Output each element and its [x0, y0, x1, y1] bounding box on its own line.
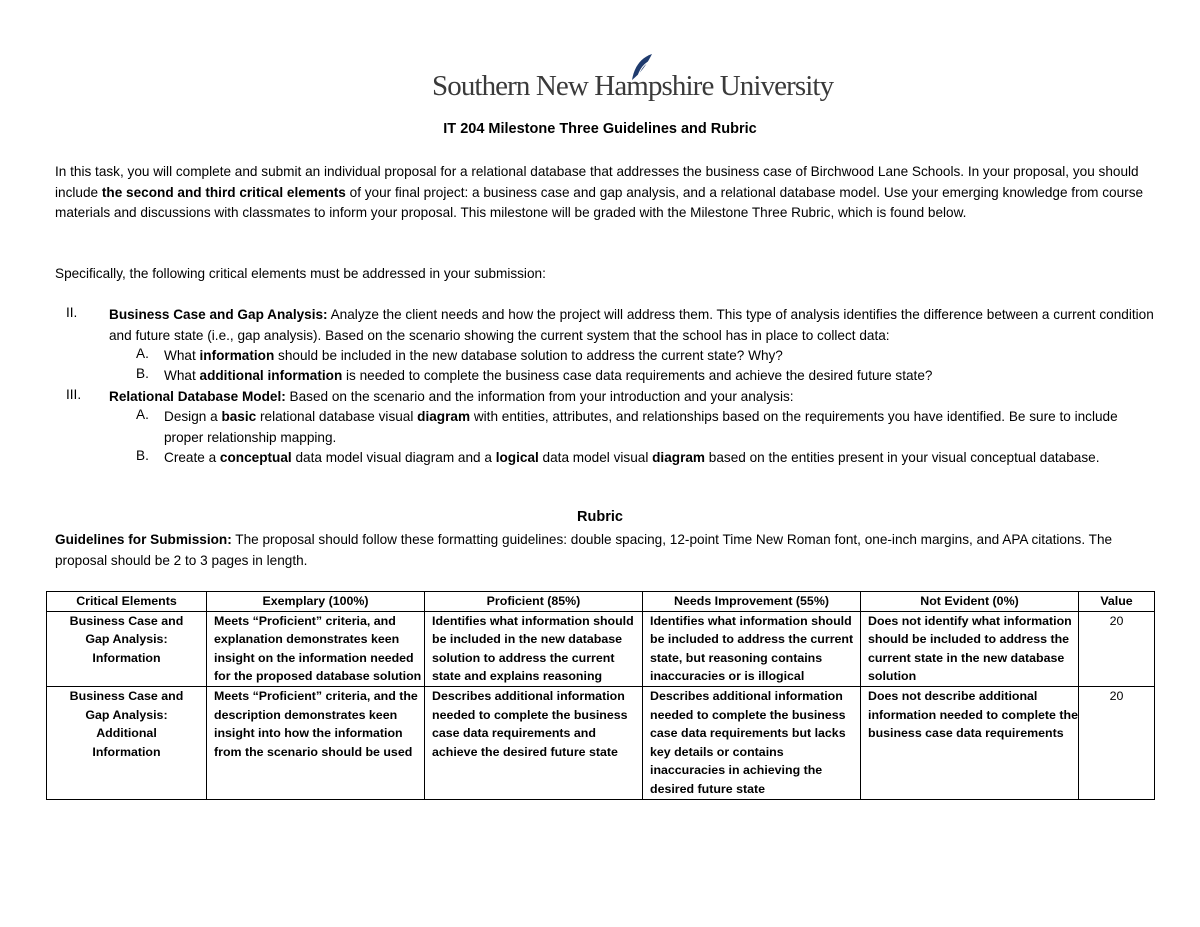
sub-letter: A. [136, 407, 149, 422]
column-header: Not Evident (0%) [861, 592, 1079, 612]
sub-letter: B. [136, 366, 149, 381]
sub-item: Design a basic relational database visual diagram with entities, attributes, and relationships based on the requirements you have identified. Be sure to include proper relationship mapping. [164, 409, 1118, 445]
column-header: Value [1079, 592, 1155, 612]
column-header: Critical Elements [47, 592, 207, 612]
table-header-row [47, 592, 1155, 612]
table-cell-element: Business Case and Gap Analysis: Information [47, 611, 207, 686]
sub-letter: B. [136, 448, 149, 463]
rubric-table [46, 591, 1155, 800]
column-header: Exemplary (100%) [207, 592, 425, 612]
column-header: Proficient (85%) [425, 592, 643, 612]
table-cell-exemplary: Meets “Proficient” criteria, and the description demonstrates keen insight into how the information from the scenario should be used [207, 686, 425, 799]
page-title: IT 204 Milestone Three Guidelines and Rubric [443, 121, 757, 137]
table-cell-proficient: Describes additional information needed to complete the business case data requirements and achieve the desired future state [425, 686, 643, 799]
specifically-text: Specifically, the following critical elements must be addressed in your submission: [55, 266, 546, 281]
sub-item: What information should be included in the new database solution to address the current state? Why? [164, 348, 783, 363]
table-cell-needs-improvement: Describes additional information needed to complete the business case data requirements but lacks key details or contains inaccuracies in achieving the desired future state [643, 686, 861, 799]
table-cell-value: 20 [1079, 611, 1155, 686]
table-cell-element: Business Case and Gap Analysis: Additional Information [47, 686, 207, 799]
rubric-title: Rubric [577, 509, 623, 525]
table-cell-value: 20 [1079, 686, 1155, 799]
column-header: Needs Improvement (55%) [643, 592, 861, 612]
table-cell-exemplary: Meets “Proficient” criteria, and explanation demonstrates keen insight on the information needed for the proposed database solution [207, 611, 425, 686]
element-numeral: III. [66, 387, 82, 402]
submission-guidelines: Guidelines for Submission: The proposal should follow these formatting guidelines: double spacing, 12-point Time New Roman font, one-inch margins, and APA citations. The proposal should be 2 to 3 pages in length. [55, 532, 1113, 568]
university-logo [432, 52, 834, 104]
table-cell-not-evident: Does not describe additional information needed to complete the business case data requirements [861, 686, 1079, 799]
sub-letter: A. [136, 346, 149, 361]
table-cell-needs-improvement: Identifies what information should be included to address the current state, but reasoning contains inaccuracies or is illogical [643, 611, 861, 686]
table-row [47, 611, 1155, 686]
element-numeral: II. [66, 305, 78, 320]
element-business-case: Business Case and Gap Analysis: Analyze the client needs and how the project will address them. This type of analysis identifies the difference between a current condition and future state (i.e., gap analysis). Based on the scenario showing the current system that the school has in place to collect data: [109, 307, 1154, 343]
sub-item: What additional information is needed to complete the business case data requirements and achieve the desired future state? [164, 368, 933, 383]
element-relational-model: Relational Database Model: Based on the scenario and the information from your introduction and your analysis: [109, 389, 794, 404]
table-cell-not-evident: Does not identify what information should be included to address the current state in the new database solution [861, 611, 1079, 686]
table-row [47, 686, 1155, 799]
logo-text: Southern New Hampshire University [432, 70, 834, 102]
table-cell-proficient: Identifies what information should be included in the new database solution to address the current state and explains reasoning [425, 611, 643, 686]
intro-paragraph: In this task, you will complete and submit an individual proposal for a relational database that addresses the business case of Birchwood Lane Schools. In your proposal, you should include the second and third critical elements of your final project: a business case and gap analysis, and a relational database model. Use your emerging knowledge from course materials and discussions with classmates to inform your proposal. This milestone will be graded with the Milestone Three Rubric, which is found below. [55, 164, 1144, 220]
sub-item: Create a conceptual data model visual diagram and a logical data model visual diagram based on the entities present in your visual conceptual database. [164, 450, 1100, 465]
